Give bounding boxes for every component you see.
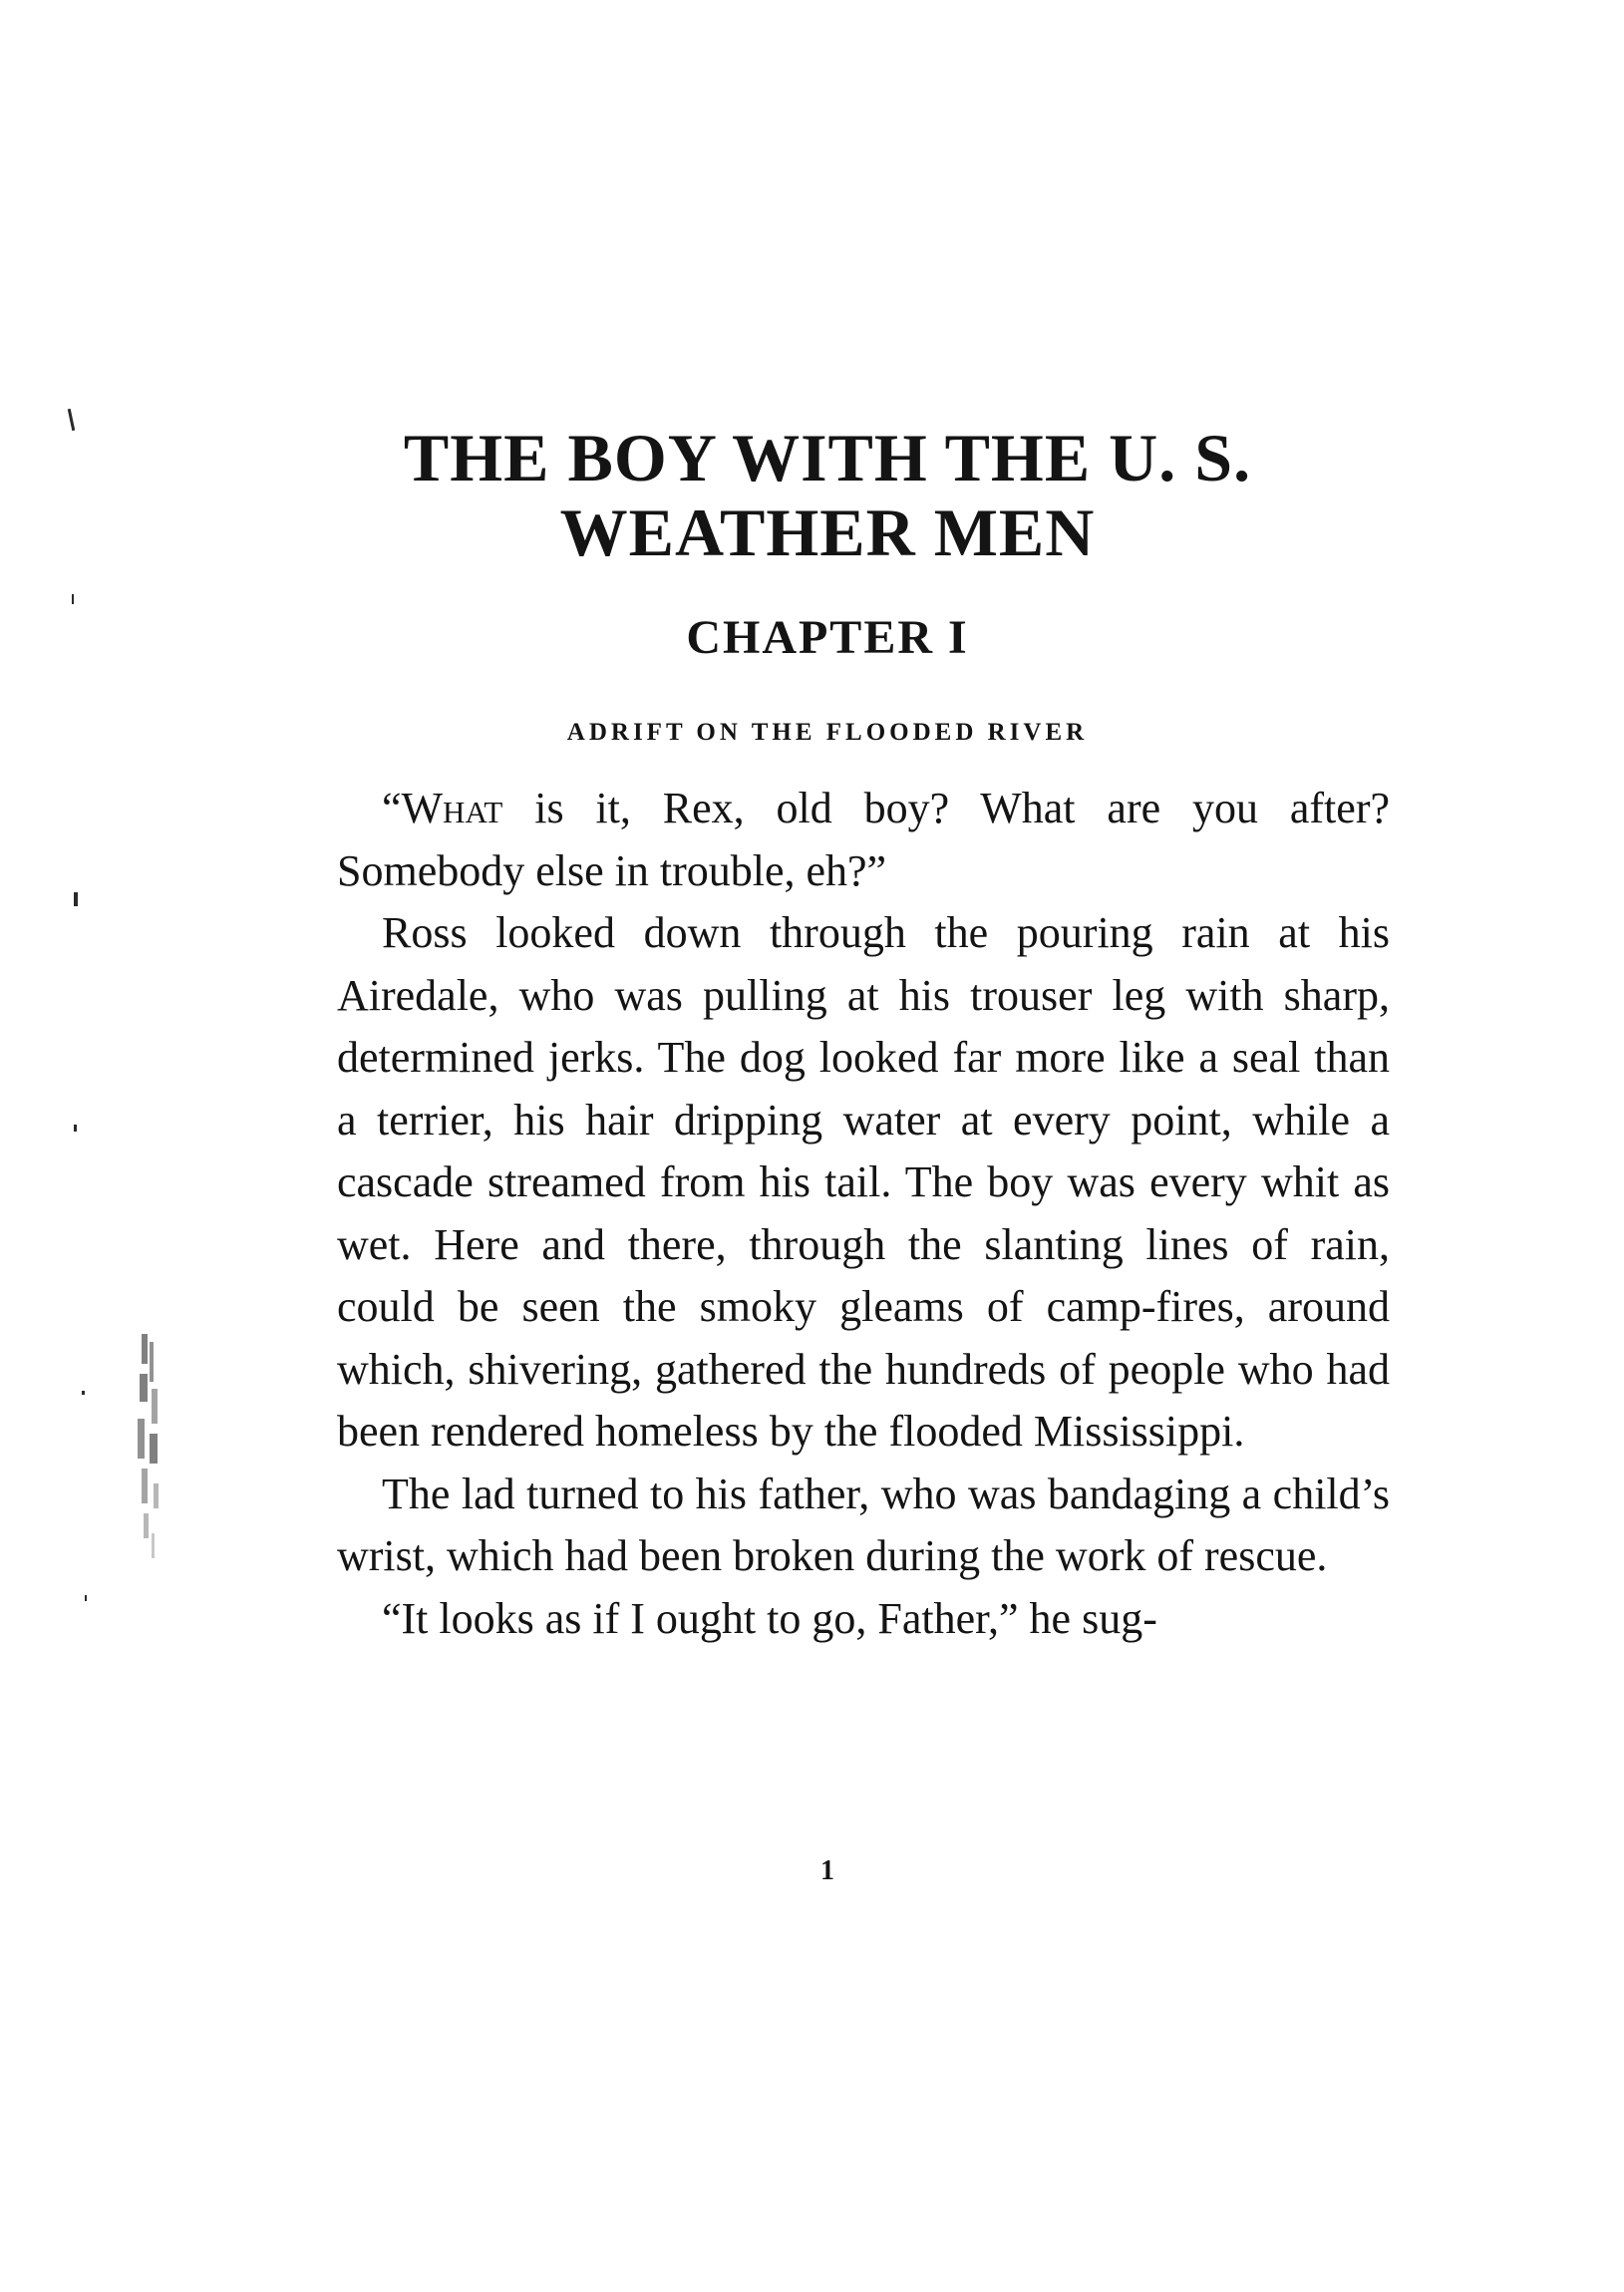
paragraph-2: Ross looked down through the pouring rain at his Airedale, who was pulling at his trouser leg with sharp, determined jerks. The dog looked far more like a seal than a terrier, his hair dripping water at every point, while a cascade streamed from his tail. The boy was every whit as wet. Here and there, through the slanting lines of rain, could be seen the smoky gleams of camp-fires, around which, shivering, gathered the hundreds of people who had been rendered homeless by the flooded Mississippi. <box>337 908 1390 1456</box>
page-number: 1 <box>820 1855 834 1886</box>
chapter-title: ADRIFT ON THE FLOODED RIVER <box>566 719 1089 746</box>
scan-mark <box>72 594 74 604</box>
paragraph-1-text: is it, Rex, old boy? What are you after? Somebody else in trouble, eh?” <box>337 784 1390 895</box>
scan-mark <box>74 892 78 906</box>
paragraph-4: “It looks as if I ought to go, Father,” he sug- <box>382 1593 1157 1643</box>
chapter-heading: CHAPTER I <box>686 611 969 664</box>
body-text <box>337 778 1390 1650</box>
paragraph-1 <box>337 778 1390 902</box>
scan-mark <box>74 1125 77 1132</box>
book-title-line-1: THE BOY WITH THE U. S. <box>403 420 1252 495</box>
paragraph-1-opening: “What <box>382 784 503 832</box>
book-title-line-2: WEATHER MEN <box>559 494 1096 570</box>
scan-mark <box>85 1595 87 1601</box>
paragraph-3: The lad turned to his father, who was bandaging a child’s wrist, which had been broken during the work of rescue. <box>337 1469 1390 1580</box>
scan-mark <box>68 409 76 431</box>
scan-mark <box>82 1391 85 1395</box>
scan-speckle <box>132 1334 181 1563</box>
